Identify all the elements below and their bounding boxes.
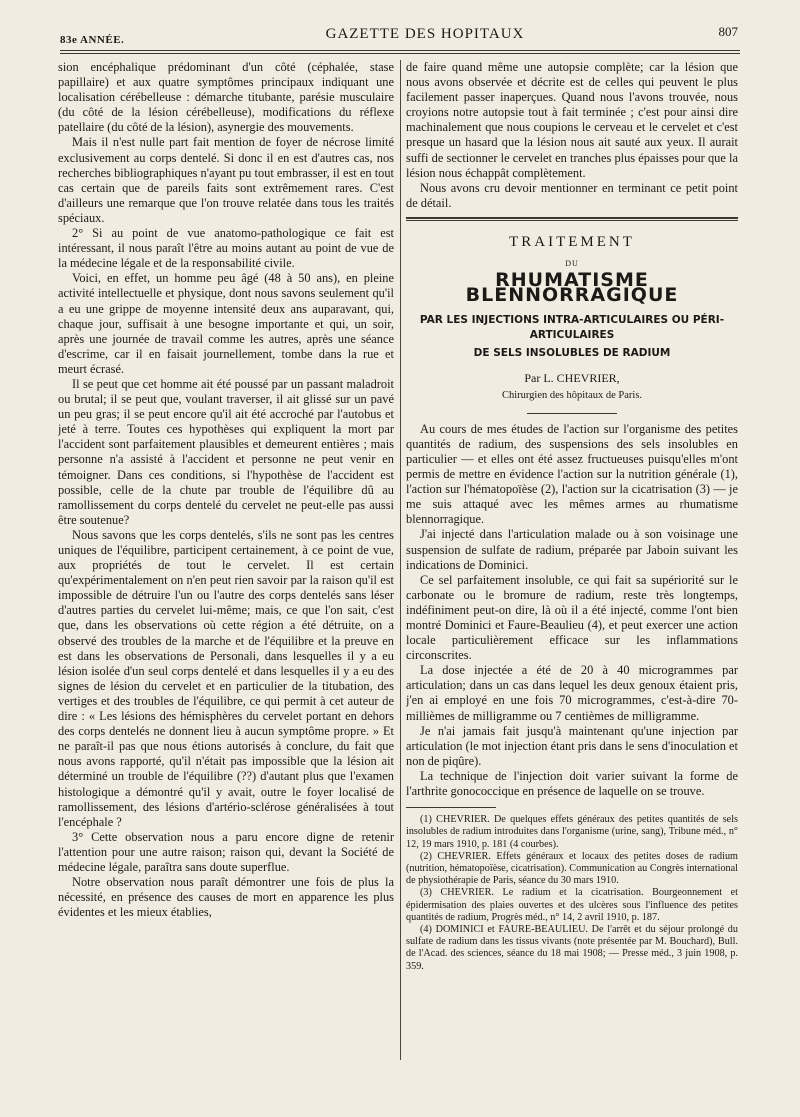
paragraph: La dose injectée a été de 20 à 40 microgrammes par articulation; dans un cas dans lequel les deux genoux étaient pris, j'en ai employé en une fois 70 microgrammes, c'est-à-dire 70-millièmes de milligramme ou 7 centièmes de milligramme. [406,663,738,723]
column-divider [400,60,401,1060]
article-subtitle-2: DE SELS INSOLUBLES DE RADIUM [473,346,671,359]
paragraph: Voici, en effet, un homme peu âgé (48 à 50 ans), en pleine activité intellectuelle et physique, dont nous savons seulement qu'il a eu une grippe de moyenne intensité deux ans auparavant, qui, chaque jour, suffisait à une besogne importante et qui, un soir, après une journée de travail comme les autres, après une séance d'escrime, car il en faisait journellement, tombe dans la rue et meurt écrasé. [58,271,394,376]
paragraph: La technique de l'injection doit varier suivant la forme de l'arthrite gonococcique en présence de laquelle on se trouve. [406,768,738,799]
paragraph: Au cours de mes études de l'action sur l'organisme des petites quantités de radium, des suspensions des sels insolubles en particulier — et elles ont été assez fructueuses puisqu'elles m'ont permis de mettre en évidence l'action sur la nutrition générale (1), l'action sur l'hématopoïèse (2), l'action sur la cicatrisation (3) — je me suis attaqué avec les mêmes armes au rhumatisme blennorragique. [406,421,738,527]
paragraph: Notre observation nous paraît démontrer une fois de plus la nécessité, en présence des causes de mort en apparence les plus évidentes et les mieux établies, [58,875,394,920]
article-separator [406,217,738,221]
header-rule [60,50,740,54]
page-header [60,18,740,48]
paragraph: de faire quand même une autopsie complète; car la lésion que nous avons observée et décrite est de celles qui peuvent le plus facilement passer inaperçues. Quand nous l'avons trouvée, nous croyions notre autopsie tout à fait terminée ; c'est pour ainsi dire machinalement que nous coupions le cerveau et le cervelet et c'est presque un hasard que la lésion nous ait sauté aux yeux. Il aurait suffi de sectionner le cervelet en tranches plus épaisses pour que la lésion nous échappât complètement. [406,60,738,180]
paragraph: Nous savons que les corps dentelés, s'ils ne sont pas les centres uniques de l'équilibre, participent certainement, à ce point de vue, aux propriétés de tout le cervelet. Il est certain qu'expérimentalement on n'en peut rien savoir par la raison qu'il est impossible de détruire l'un ou l'autre des corps dentelés sans léser d'autres parties du cervelet lui-même; mais, ce que l'on sait, c'est que, dans les observations où cette région a été détruite, on a observé des troubles de la marche et de l'équilibre et la preuve en est dans les observations de Personali, dans lesquelles il y a eu lésion isolée d'un seul corps dentelé et dans lesquelles il y a eu des signes de lésion du cervelet et en particulier de la titubation, des vertiges et des troubles de l'équilibre, ce qui permit à cet auteur de dire : « Les lésions des hémisphères du cervelet portant en dehors des corps dentelés ne donnent lieu à aucun symptôme propre. » Et ne paraît-il pas que nous étions autorisés à conclure, du fait que nous avons rapporté, qu'il n'était pas impossible que la lésion ait déterminé un trouble de l'équilibre (??) d'autant plus que l'examen histologique a démontré qu'il y avait, outre le foyer localisé de ramollissement, des lésions d'artério-sclérose généralisées à tout l'encéphale ? [58,527,394,829]
author-affiliation: Chirurgien des hôpitaux de Paris. [501,389,643,401]
volume-label: 83e ANNÉE. [60,34,125,46]
paragraph: Ce sel parfaitement insoluble, ce qui fait sa supériorité sur le carbonate ou le bromure de radium, reste très longtemps, indéfiniment peut-on dire, là où il a été injecté, comme l'ont bien montré Dominici et Faure-Beaulieu (4), et peut exercer une action locale particulièrement efficace sur les inflammations circonscrites. [406,572,738,663]
footnote: (2) CHEVRIER. Effets généraux et locaux des petites doses de radium (nutrition, hématopoïèse, cicatrisation). Communication au Congrès international de physiothérapie de Paris, séance du 30 mars 1910. [406,850,738,887]
article-subtitle: PAR LES INJECTIONS INTRA-ARTICULAIRES OU PÉRI-ARTICULAIRES [419,314,725,342]
paragraph: 3° Cette observation nous a paru encore digne de retenir l'attention pour une autre raison; raison qui, devant la Société de médecine légale, paraîtra sans doute superflue. [58,829,394,874]
right-column [406,60,738,1070]
paragraph: Mais il n'est nulle part fait mention de foyer de nécrose limité exclusivement au corps dentelé. Si donc il en est d'autres cas, nos recherches bibliographiques n'ayant pu tout embrasser, il est en tout cas certain que de pareils faits sont extrêmement rares. C'est d'ailleurs une remarque que l'on trouve relatée dans tous les traités spéciaux. [58,135,394,225]
footnote: (1) CHEVRIER. De quelques effets généraux des petites quantités de sels insolubles de radium introduites dans l'organisme (urine, sang), Tribune méd., n° 12, 19 mars 1910, p. 181 (4 courbes). [406,814,738,850]
footnote: (4) DOMINICI et FAURE-BEAULIEU. De l'arrêt et du séjour prolongé du sulfate de radium dans les tissus vivants (note présentée par M. Bouchard), Bull. de l'Acad. des sciences, séance du 18 mai 1908; — Presse méd., 3 juin 1908, p. 359. [406,923,738,972]
left-column [58,60,394,1060]
paragraph: J'ai injecté dans l'articulation malade ou à son voisinage une suspension de sulfate de radium, préparée par Jaboin suivant les indications de Dominici. [406,527,738,572]
journal-title: GAZETTE DES HOPITAUX [325,26,525,42]
article-main-title: RHUMATISME BLENNORRAGIQUE [465,269,679,307]
article-title-du: DU [565,259,579,269]
title-rule [527,413,617,414]
paragraph: Nous avons cru devoir mentionner en terminant ce petit point de détail. [406,180,738,210]
article-title: TRAITEMENT [509,233,635,250]
paragraph: Je n'ai jamais fait jusqu'à maintenant qu'une injection par articulation (le mot injection étant pris dans le sens d'inoculation et non de piqûre). [406,723,738,768]
paragraph: sion encéphalique prédominant d'un côté (céphalée, stase papillaire) et aux quatre symptômes principaux indiquant une localisation cérébelleuse : démarche titubante, parésie musculaire (du côté de la lésion cérébelleuse), modifications du réflexe patellaire (du côté de la lésion), asynergie des mouvements. [58,60,394,135]
footnote: (3) CHEVRIER. Le radium et la cicatrisation. Bourgeonnement et épidermisation des plaies ouvertes et des ulcères sous l'influence des petites quantités de radium, Progrès méd., n° 14, 2 avril 1910, p. 187. [406,887,738,923]
article-author: Par L. CHEVRIER, [524,370,620,385]
page-number: 807 [718,24,738,39]
paragraph: Il se peut que cet homme ait été poussé par un passant maladroit ou brutal; il se peut que, voulant traverser, il ait glissé sur un pavé un peu gras; il se peut encore qu'il ait été accroché par l'autobus et jeté à terre. Toutes ces hypothèses qui expliquent la mort par l'accident sont parfaitement plausibles et demeurent entières ; mais personne n'a assisté à l'accident et personne ne peut venir en témoigner. Dans ces conditions, si l'hypothèse de l'accident est possible, celle de la chute par trouble de l'équilibre dû au ramollissement du corps dentelé du cervelet ne peut-elle pas aussi être soutenue? [58,376,394,527]
footnote-rule [406,807,496,808]
footnotes [406,814,738,973]
paragraph: 2° Si au point de vue anatomo-pathologique ce fait est intéressant, il nous paraît l'être au moins autant au point de vue de la médecine légale et de la responsabilité civile. [58,226,394,271]
